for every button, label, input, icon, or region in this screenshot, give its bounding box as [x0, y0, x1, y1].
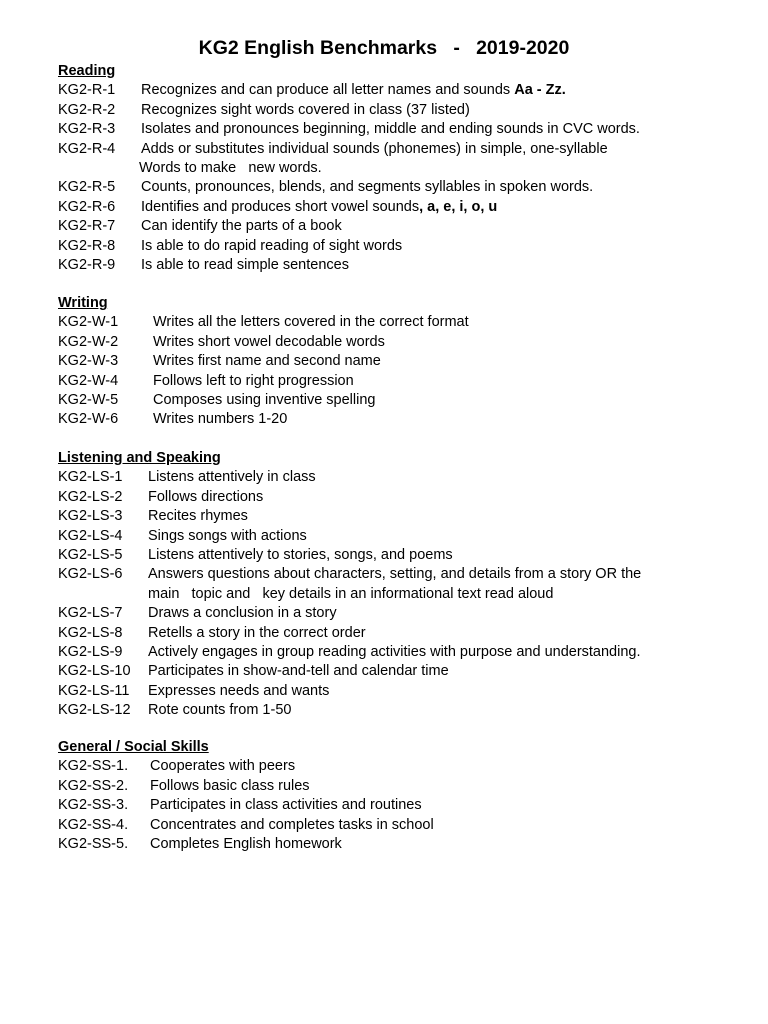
benchmark-code: KG2-LS-4 — [58, 527, 123, 544]
benchmark-code: KG2-SS-4. — [58, 816, 129, 833]
benchmark-text: Concentrates and completes tasks in school — [150, 816, 434, 833]
benchmark-code: KG2-SS-2. — [58, 777, 129, 794]
benchmark-row — [58, 217, 738, 236]
benchmark-text: Completes English homework — [150, 836, 342, 853]
benchmark-code: KG2-W-4 — [58, 372, 119, 389]
section-heading-reading: Reading — [58, 63, 116, 79]
benchmark-row — [58, 352, 738, 371]
section-heading-social-skills: General / Social Skills — [58, 739, 209, 755]
benchmark-text: Is able to do rapid reading of sight words — [141, 237, 403, 254]
section-writing — [58, 294, 738, 430]
benchmark-code: KG2-W-2 — [58, 333, 119, 350]
benchmark-text — [141, 198, 497, 217]
benchmark-text: Participates in show-and-tell and calendar time — [148, 663, 449, 680]
benchmark-row — [58, 624, 738, 643]
benchmark-code: KG2-R-6 — [58, 198, 116, 215]
benchmark-row — [58, 835, 738, 854]
benchmark-row — [58, 101, 738, 120]
benchmark-text: Actively engages in group reading activities with purpose and understanding. — [148, 644, 641, 661]
benchmark-code: KG2-SS-5. — [58, 836, 129, 853]
benchmark-row — [58, 313, 738, 332]
benchmark-text: Sings songs with actions — [148, 527, 307, 544]
benchmark-row — [58, 372, 738, 391]
benchmark-row — [58, 816, 738, 835]
benchmark-text: Counts, pronounces, blends, and segments syllables in spoken words. — [141, 179, 594, 196]
benchmark-row — [58, 410, 738, 429]
benchmark-code: KG2-R-9 — [58, 257, 116, 274]
benchmark-code: KG2-LS-9 — [58, 644, 123, 661]
benchmark-row — [58, 527, 738, 546]
section-listening-speaking — [58, 449, 738, 721]
benchmark-text: Cooperates with peers — [150, 758, 296, 775]
benchmark-code: KG2-LS-2 — [58, 488, 123, 505]
document-title: KG2 English Benchmarks - 2019-2020 — [198, 37, 570, 59]
benchmark-text-bold: Aa - Zz. — [514, 82, 566, 99]
benchmark-row — [58, 140, 738, 159]
benchmark-row — [58, 777, 738, 796]
benchmark-text: Listens attentively to stories, songs, and poems — [148, 547, 453, 564]
benchmark-text-continuation: main topic and key details in an informational text read aloud — [148, 585, 554, 602]
benchmark-row — [58, 237, 738, 256]
benchmark-row — [58, 565, 738, 584]
benchmark-text: Can identify the parts of a book — [141, 218, 342, 235]
benchmark-text-main: Recognizes and can produce all letter names and sounds — [141, 82, 515, 99]
section-social-skills — [58, 738, 738, 854]
section-heading-listening-speaking: Listening and Speaking — [58, 450, 221, 466]
benchmark-code: KG2-LS-10 — [58, 663, 131, 680]
benchmark-text: Retells a story in the correct order — [148, 624, 366, 641]
benchmark-row-continuation — [58, 159, 738, 178]
benchmark-code: KG2-LS-8 — [58, 624, 123, 641]
section-reading — [58, 62, 738, 275]
section-heading-writing: Writing — [58, 295, 108, 311]
benchmark-code: KG2-LS-5 — [58, 547, 123, 564]
benchmark-text: Draws a conclusion in a story — [148, 605, 337, 622]
benchmark-row — [58, 604, 738, 623]
benchmark-text: Expresses needs and wants — [148, 682, 330, 699]
benchmark-row — [58, 333, 738, 352]
benchmark-row — [58, 468, 738, 487]
benchmark-code: KG2-R-4 — [58, 140, 116, 157]
benchmark-text: Answers questions about characters, setting, and details from a story OR the — [148, 566, 642, 583]
benchmark-code: KG2-LS-11 — [58, 682, 130, 699]
benchmark-row — [58, 178, 738, 197]
benchmark-code: KG2-W-6 — [58, 411, 119, 428]
benchmark-code: KG2-R-3 — [58, 121, 116, 138]
benchmark-code: KG2-R-8 — [58, 237, 116, 254]
benchmark-code: KG2-LS-7 — [58, 605, 123, 622]
benchmark-row — [58, 701, 738, 720]
benchmark-text: Composes using inventive spelling — [153, 392, 376, 409]
benchmark-code: KG2-R-5 — [58, 179, 116, 196]
benchmark-code-blank — [58, 159, 62, 178]
benchmark-text: Is able to read simple sentences — [141, 257, 349, 274]
benchmark-code: KG2-R-1 — [58, 82, 116, 99]
benchmark-code: KG2-W-5 — [58, 392, 119, 409]
benchmark-code: KG2-LS-3 — [58, 508, 123, 525]
benchmark-text: Writes numbers 1-20 — [153, 411, 288, 428]
benchmark-row — [58, 488, 738, 507]
benchmark-code: KG2-SS-1. — [58, 758, 129, 775]
benchmark-text: Recognizes sight words covered in class (37 listed) — [141, 101, 470, 118]
benchmark-text: Writes all the letters covered in the correct format — [153, 314, 469, 331]
benchmark-row — [58, 662, 738, 681]
benchmark-code: KG2-LS-1 — [58, 469, 123, 486]
benchmark-text-main: Identifies and produces short vowel sounds — [141, 198, 420, 215]
benchmark-row — [58, 796, 738, 815]
benchmark-row — [58, 643, 738, 662]
benchmark-row — [58, 507, 738, 526]
benchmark-row-continuation — [58, 585, 738, 604]
benchmark-text: Writes first name and second name — [153, 353, 381, 370]
benchmark-row — [58, 391, 738, 410]
benchmark-text: Listens attentively in class — [148, 469, 316, 486]
benchmark-text: Recites rhymes — [148, 508, 248, 525]
benchmark-text: Writes short vowel decodable words — [153, 333, 385, 350]
benchmark-row — [58, 682, 738, 701]
benchmark-code: KG2-R-2 — [58, 101, 116, 118]
benchmark-text: Participates in class activities and routines — [150, 797, 422, 814]
benchmark-text — [141, 81, 566, 100]
benchmark-code-blank — [58, 585, 62, 604]
benchmark-row — [58, 546, 738, 565]
benchmark-text: Follows directions — [148, 488, 264, 505]
benchmark-text-bold: , a, e, i, o, u — [419, 198, 498, 215]
benchmark-code: KG2-LS-6 — [58, 566, 123, 583]
benchmark-row — [58, 757, 738, 776]
benchmark-row — [58, 81, 738, 100]
benchmark-text: Rote counts from 1-50 — [148, 702, 292, 719]
benchmark-text: Follows basic class rules — [150, 777, 310, 794]
benchmark-code: KG2-W-3 — [58, 353, 119, 370]
benchmark-text: Adds or substitutes individual sounds (phonemes) in simple, one-syllable — [141, 140, 608, 157]
benchmark-row — [58, 256, 738, 275]
benchmark-code: KG2-W-1 — [58, 314, 119, 331]
benchmark-row — [58, 120, 738, 139]
benchmark-text: Isolates and pronounces beginning, middle and ending sounds in CVC words. — [141, 121, 640, 138]
benchmark-code: KG2-LS-12 — [58, 702, 131, 719]
benchmark-text-continuation: Words to make new words. — [139, 160, 322, 177]
benchmark-row — [58, 198, 738, 217]
benchmark-code: KG2-SS-3. — [58, 797, 129, 814]
benchmark-text: Follows left to right progression — [153, 372, 354, 389]
benchmark-code: KG2-R-7 — [58, 218, 116, 235]
